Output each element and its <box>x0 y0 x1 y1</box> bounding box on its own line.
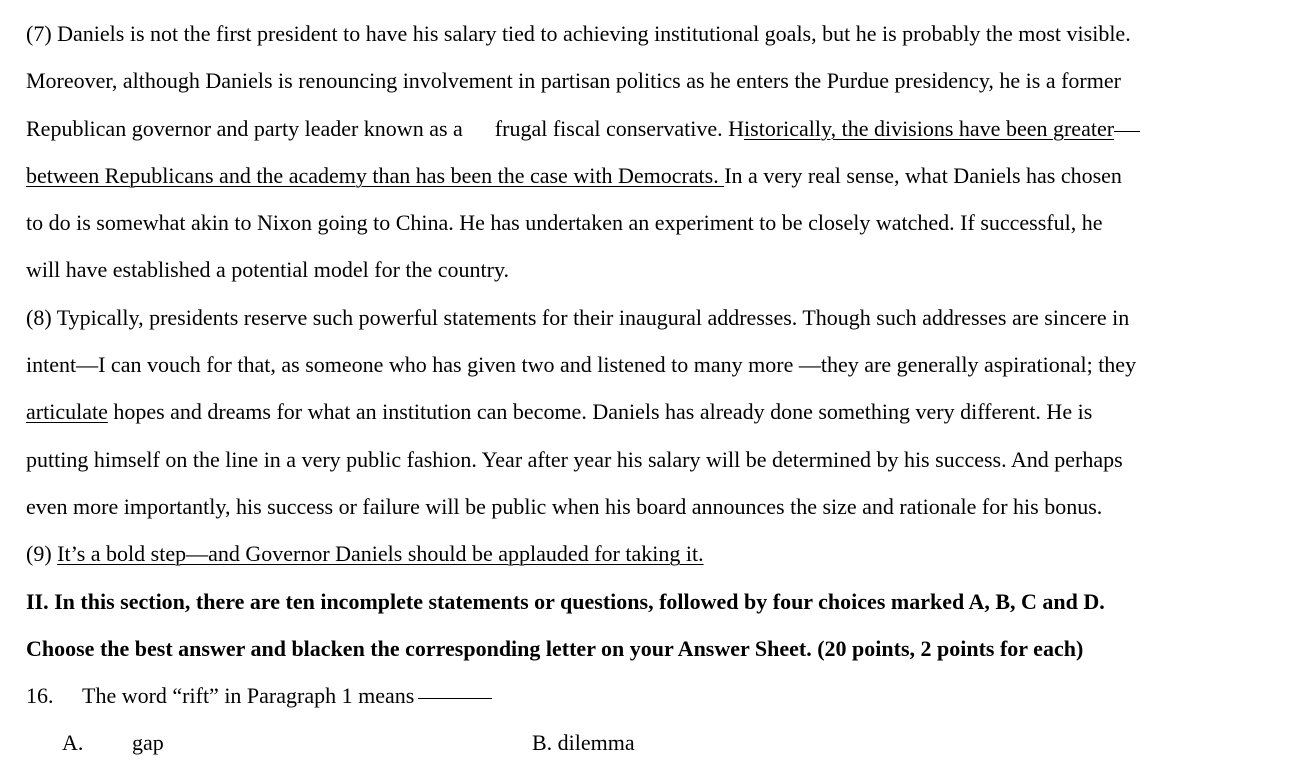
para9-line <box>26 530 1286 577</box>
para7-line-3 <box>26 105 1286 152</box>
section2-instructions-line-2: Choose the best answer and blacken the corresponding letter on your Answer Sheet. (20 points, 2 points for each) <box>26 635 1084 661</box>
para7-line-4-rest: In a very real sense, what Daniels has chosen <box>724 162 1122 188</box>
choice-a-letter: A. <box>62 730 84 756</box>
underline-trail <box>1114 130 1140 132</box>
underlined-word-articulate: articulate <box>26 399 108 425</box>
para7-underlined-sentence-part1: istorically, the divisions have been greater <box>744 115 1115 141</box>
para7-underlined-sentence-part2: between Republicans and the academy than has been the case with Democrats. <box>26 162 725 188</box>
para8-line-4: putting himself on the line in a very public fashion. Year after year his salary will be determined by his success. And perhaps <box>26 446 1123 472</box>
answer-blank <box>418 697 492 699</box>
document-page <box>26 10 1286 767</box>
para9-underlined-sentence: It’s a bold step—and Governor Daniels should be applauded for taking it. <box>57 541 704 567</box>
para8-line-2: intent—I can vouch for that, as someone who has given two and listened to many more —they are generally aspirational; they <box>26 352 1137 378</box>
para8-line-3-rest: hopes and dreams for what an institution can become. Daniels has already done something very different. He is <box>107 399 1093 425</box>
choice-a <box>62 719 164 766</box>
question-16-stem: The word “rift” in Paragraph 1 means <box>82 683 415 709</box>
para9-prefix: (9) <box>26 541 58 567</box>
para7-line-4 <box>26 152 1286 199</box>
para7-line-6: will have established a potential model for the country. <box>26 257 510 283</box>
question-16 <box>26 672 1286 719</box>
para7-line-1: (7) Daniels is not the first president to have his salary tied to achieving institutional goals, but he is probably the most visible. <box>26 21 1131 46</box>
para7-line-3-mid: frugal fiscal conservative. H <box>494 115 745 141</box>
choice-b: B. dilemma <box>532 730 635 756</box>
choice-a-text: gap <box>132 730 164 756</box>
para8-line-3 <box>26 388 1286 435</box>
section2-instructions-line-1: II. In this section, there are ten incomplete statements or questions, followed by four choices marked A, B, C and D. <box>26 588 1105 614</box>
para7-line-3-pre: Republican governor and party leader known as a <box>26 115 463 141</box>
question-16-number: 16. <box>26 683 54 709</box>
para7-line-5: to do is somewhat akin to Nixon going to China. He has undertaken an experiment to be closely watched. If successful, he <box>26 210 1103 236</box>
para7-line-2: Moreover, although Daniels is renouncing involvement in partisan politics as he enters the Purdue presidency, he is a former <box>26 68 1121 94</box>
para8-line-5: even more importantly, his success or failure will be public when his board announces the size and rationale for his bonus. <box>26 493 1103 519</box>
question-16-choices <box>26 719 1286 766</box>
para8-line-1: (8) Typically, presidents reserve such powerful statements for their inaugural addresses. Though such addresses are sincere in <box>26 304 1130 330</box>
